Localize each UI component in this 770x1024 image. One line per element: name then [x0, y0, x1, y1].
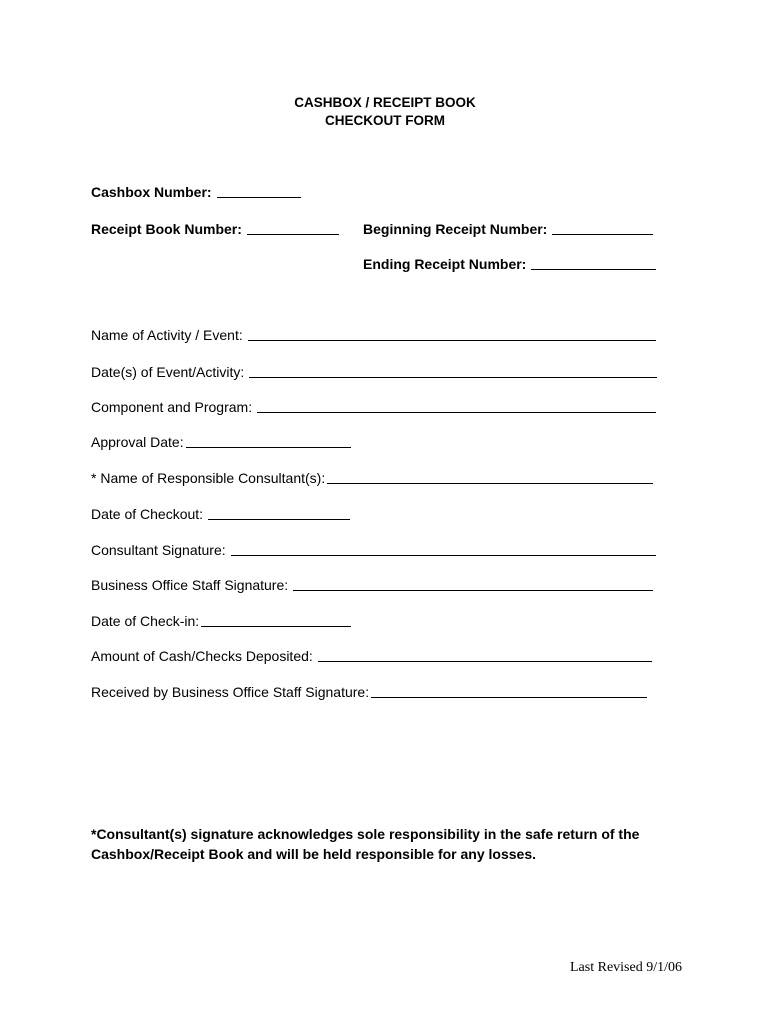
form-title-line1: CASHBOX / RECEIPT BOOK: [294, 95, 476, 110]
component-program-row: [91, 397, 656, 416]
received-by-signature-field[interactable]: [371, 682, 647, 698]
beginning-receipt-number-field[interactable]: [552, 219, 653, 235]
received-by-signature-row: [91, 682, 647, 701]
approval-date-row: [91, 432, 351, 451]
date-of-checkout-row: [91, 504, 350, 523]
date-of-checkin-row: [91, 611, 351, 630]
consultant-signature-field[interactable]: [231, 540, 656, 556]
event-dates-field[interactable]: [249, 362, 657, 378]
receipt-book-number-label: Receipt Book Number:: [91, 221, 242, 237]
component-program-field[interactable]: [257, 397, 656, 413]
responsible-consultant-label: * Name of Responsible Consultant(s):: [91, 470, 326, 486]
cashbox-number-label: Cashbox Number:: [91, 184, 212, 200]
amount-deposited-label: Amount of Cash/Checks Deposited:: [91, 648, 313, 664]
approval-date-label: Approval Date:: [91, 434, 184, 450]
activity-name-field[interactable]: [248, 325, 656, 341]
date-of-checkin-field[interactable]: [201, 611, 351, 627]
cashbox-number-field[interactable]: [217, 182, 301, 198]
date-of-checkin-label: Date of Check-in:: [91, 613, 200, 629]
activity-name-row: [91, 325, 656, 344]
date-of-checkout-label: Date of Checkout:: [91, 506, 204, 522]
receipt-book-number-field[interactable]: [247, 219, 339, 235]
cashbox-number-row: [91, 182, 301, 201]
responsible-consultant-field[interactable]: [327, 468, 653, 484]
form-title-line2: CHECKOUT FORM: [325, 113, 445, 128]
received-by-signature-label: Received by Business Office Staff Signature:: [91, 684, 370, 700]
activity-name-label: Name of Activity / Event:: [91, 327, 243, 343]
ending-receipt-number-row: [363, 254, 656, 273]
consultant-signature-row: [91, 540, 656, 559]
business-office-signature-row: [91, 575, 653, 594]
responsibility-footnote: *Consultant(s) signature acknowledges sole responsibility in the safe return of the Cashbox/Receipt Book and will be held responsible for any losses.: [91, 826, 640, 862]
beginning-receipt-number-label: Beginning Receipt Number:: [363, 221, 548, 237]
component-program-label: Component and Program:: [91, 399, 253, 415]
date-of-checkout-field[interactable]: [208, 504, 350, 520]
amount-deposited-field[interactable]: [318, 646, 652, 662]
amount-deposited-row: [91, 646, 652, 665]
approval-date-field[interactable]: [186, 432, 351, 448]
responsible-consultant-row: [91, 468, 653, 487]
event-dates-label: Date(s) of Event/Activity:: [91, 364, 245, 380]
last-revised-date: Last Revised 9/1/06: [570, 960, 682, 975]
ending-receipt-number-field[interactable]: [531, 254, 656, 270]
receipt-book-number-row: [91, 219, 339, 238]
consultant-signature-label: Consultant Signature:: [91, 542, 226, 558]
business-office-signature-label: Business Office Staff Signature:: [91, 577, 289, 593]
ending-receipt-number-label: Ending Receipt Number:: [363, 256, 527, 272]
business-office-signature-field[interactable]: [293, 575, 653, 591]
beginning-receipt-number-row: [363, 219, 653, 238]
event-dates-row: [91, 362, 657, 381]
